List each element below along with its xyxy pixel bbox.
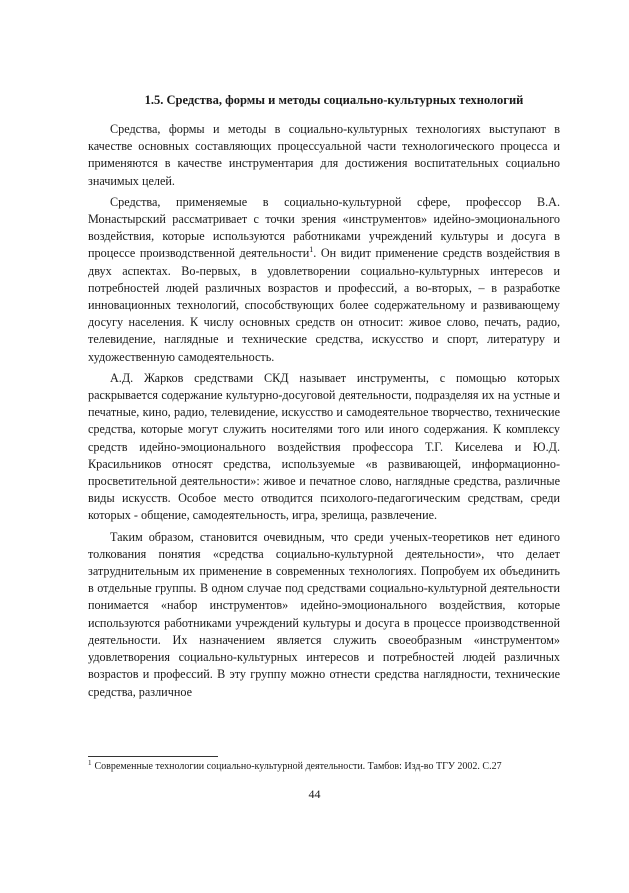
paragraph-1: Средства, формы и методы в социально-культурных технологиях выступают в качестве основных составляющих процессуальной части технологического процесса и применяются в качестве инструментария для достижения воспитательных социально значимых целей.	[88, 122, 560, 188]
paragraph-2-text: Средства, применяемые в социально-культурной сфере, профессор В.А. Монастырский рассматривает с точки зрения «инструментов» идейно-эмоционального воздействия, которые используются работниками учреждений культуры и досуга в процессе производственной деятельности	[88, 194, 560, 261]
footnote-reference[interactable]: 1	[309, 245, 314, 255]
footnote-divider	[88, 756, 218, 757]
footnote-text: Современные технологии социально-культурной деятельности. Тамбов: Изд-во ТГУ 2002. С.27	[94, 761, 502, 772]
body-text	[88, 121, 560, 705]
paragraph-2-continuation: Он видит применение средств воздействия в двух аспектах. Во-первых, в удовлетворении социально-культурных интересов и потребностей людей различных возрастов и профессий, а во-вторых, – в разработке инновационных технологий, способствующих более содержательному и развивающему досугу населения. К числу основных средств он относит: живое слово, печать, радио, телевидение, наглядные и технические средства, искусство и спорт, литературу и художественную самодеятельность.	[88, 246, 560, 364]
page-number: 44	[308, 787, 321, 801]
paragraph-2: Средства, применяемые в социально-культурной сфере, профессор В.А. Монастырский рассматривает с точки зрения «инструментов» идейно-эмоционального воздействия, которые используются работниками учреждений культуры и досуга в процессе производственной деятельности$^1$. Он видит применение средств воздействия в двух аспектах. Во-первых, в удовлетворении социально-культурных интересов и потребностей людей различных возрастов и профессий, а во-вторых, – в разработке инновационных технологий, способствующих более содержательному и развивающему досугу населения. К числу основных средств он относит: живое слово, печать, радио, телевидение, наглядные и технические средства, искусство и спорт, литературу и художественную самодеятельность.	[88, 194, 560, 364]
paragraph-3: А.Д. Жарков средствами СКД называет инструменты, с помощью которых раскрывается содержание культурно-досуговой деятельности, подразделяя их на устные и печатные, кино, радио, телевидение, искусство и самодеятельное творчество, технические средства, которые могут служить носителями того или иного содержания. К комплексу средств идейно-эмоционального воздействия профессора Т.Г. Киселева и Ю.Д. Красильников относят средства, используемые «в развивающей, информационно-просветительной деятельности»: живое и печатное слово, наглядные средства, различные виды искусств. Особое место отводится психолого-педагогическим средствам, среди которых - общение, самодеятельность, игра, зрелища, развлечение.	[88, 370, 560, 523]
paragraph-4: Таким образом, становится очевидным, что среди ученых-теоретиков нет единого толкования понятия «средства социально-культурной деятельности», что делает затруднительным их применение в современных технологиях. Попробуем их объединить в отдельные группы. В одном случае под средствами социально-культурной деятельности понимается «набор инструментов» идейно-эмоционального воздействия, которые используются работниками учреждений культуры и досуга в процессе производственной деятельности. Их назначением является служить своеобразным «инструментом» удовлетворения социально-культурных интересов и потребностей людей различных возрастов и профессий. В эту группу можно отнести средства наглядности, технические средства, различное	[88, 529, 560, 699]
footnote-mark: 1	[88, 758, 92, 767]
footnote	[88, 760, 560, 773]
section-heading: 1.5. Средства, формы и методы социально-культурных технологий	[144, 93, 524, 107]
